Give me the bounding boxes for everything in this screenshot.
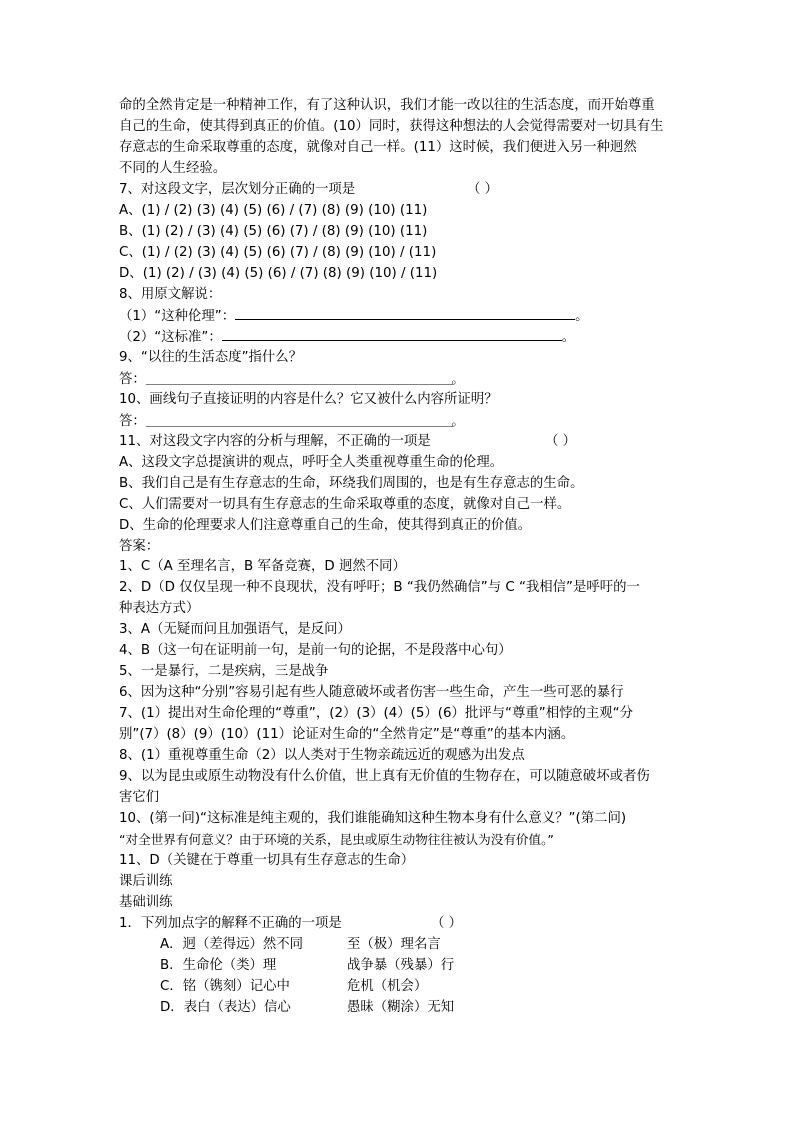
question-11-option-c: C、人们需要对一切具有生存意志的生命采取尊重的态度，就像对自己一样。: [119, 497, 571, 512]
question-10-stem: 10、画线句子直接证明的内容是什么？它又被什么内容所证明？: [119, 392, 498, 407]
section-subtitle: 基础训练: [119, 895, 173, 910]
answer-line: 4、B（这一句在证明前一句，是前一句的论据，不是段落中心句）: [119, 643, 512, 658]
question-8-stem: 8、用原文解说：: [119, 287, 222, 302]
answer-line: 6、因为这种“分别”容易引起有些人随意破坏或者伤害一些生命，产生一些可恶的暴行: [119, 685, 624, 700]
question-9-answer-line[interactable]: [119, 369, 462, 390]
question-7-answer-paren: （ ）: [467, 182, 499, 197]
answers-heading: 答案：: [119, 539, 160, 554]
training-question-1-paren: （ ）: [431, 916, 463, 931]
answer-label: 答：: [119, 414, 146, 429]
answer-line: 8、(1）重视尊重生命（2）以人类对于生物亲疏远近的观感为出发点: [119, 748, 525, 763]
question-11-option-b: B、我们自己是有生存意志的生命，环绕我们周围的，也是有生存意志的生命。: [119, 476, 584, 491]
question-7-stem: 7、对这段文字，层次划分正确的一项是: [119, 182, 356, 197]
question-11-option-a: A、这段文字总提演讲的观点，呼吁全人类重视尊重生命的伦理。: [119, 455, 504, 470]
answer-line: 9、以为昆虫或原生动物没有什么价值，世上真有无价值的生物存在，可以随意破坏或者伤: [119, 769, 650, 784]
answer-dashes: ＿＿＿＿＿＿＿＿＿＿＿＿＿＿＿＿＿＿＿＿＿＿＿＿＿＿＿＿＿＿。: [145, 413, 462, 428]
question-8-item-2: [119, 327, 575, 348]
answer-line: “对全世界有何意义？由于环境的关系，昆虫或原生动物往往被认为没有价值。”: [119, 832, 554, 847]
training-question-1-stem: 1．下列加点字的解释不正确的一项是: [119, 916, 342, 931]
option-right: 战争暴（残暴）行: [347, 958, 455, 973]
option-right: 愚昧（糊涂）无知: [347, 1000, 455, 1015]
training-option-c: [160, 977, 428, 997]
answer-line: 1、C（A 至理名言，B 军备竞赛，D 迥然不同）: [119, 559, 406, 574]
answer-line: 种表达方式）: [119, 601, 200, 616]
answer-line: 别”(7）(8）(9）(10）(11）论证对生命的“全然肯定”是“尊重”的基本内涵。: [119, 727, 575, 742]
question-8-item-1-label: （1）“这种伦理”：: [119, 309, 236, 324]
question-8-item-2-label: （2）“这标准”：: [119, 330, 222, 345]
question-11-answer-paren: （ ）: [545, 434, 577, 449]
answer-line: 7、(1）提出对生命伦理的“尊重”，(2）(3）(4）(5）(6）批评与“尊重”相悖的主观“分: [119, 706, 633, 721]
answer-line: 3、A（无疑而问且加强语气，是反问）: [119, 622, 351, 637]
passage-line: 不同的人生经验。: [119, 161, 227, 176]
option-left: C．铭（镌刻）记心中: [160, 979, 290, 994]
answer-dashes: ＿＿＿＿＿＿＿＿＿＿＿＿＿＿＿＿＿＿＿＿＿＿＿＿＿＿＿＿＿＿。: [145, 371, 462, 386]
answer-line: 10、(第一问)“这标准是纯主观的，我们谁能确知这种生物本身有什么意义？”(第二问): [119, 811, 627, 826]
sentence-end: 。: [561, 330, 576, 345]
question-11-option-d: D、生命的伦理要求人们注意尊重自己的生命，使其得到真正的价值。: [119, 518, 532, 533]
question-8-item-1: [119, 306, 589, 327]
sentence-end: 。: [575, 309, 589, 324]
passage-line: 自己的生命，使其得到真正的价值。(10）同时，获得这种想法的人会觉得需要对一切具有生: [119, 119, 664, 134]
answer-blank[interactable]: [222, 327, 562, 341]
training-option-a: [160, 935, 441, 955]
question-11-stem: 11、对这段文字内容的分析与理解，不正确的一项是: [119, 434, 431, 449]
answer-blank[interactable]: [235, 306, 575, 320]
question-7-option-b: B、(1) (2) / (3) (4) (5) (6) (7) / (8) (9) (10) (11): [119, 224, 428, 239]
answer-line: 5、一是暴行，二是疾病，三是战争: [119, 664, 329, 679]
question-9-stem: 9、“以往的生活态度”指什么？: [119, 350, 303, 365]
training-option-b: [160, 956, 455, 976]
option-right: 至（极）理名言: [347, 937, 441, 952]
answer-line: 11、D（关键在于尊重一切具有生存意志的生命）: [119, 853, 415, 868]
training-option-d: [160, 998, 455, 1018]
answer-line: 2、D（D 仅仅呈现一种不良现状，没有呼吁；B “我仍然确信”与 C “我相信”是呼吁的一: [119, 580, 640, 595]
answer-label: 答：: [119, 372, 146, 387]
question-10-answer-line[interactable]: [119, 411, 462, 432]
option-left: A．迥（差得远）然不同: [160, 937, 304, 952]
option-left: B．生命伦（类）理: [160, 958, 277, 973]
option-right: 危机（机会）: [347, 979, 428, 994]
answer-line: 害它们: [119, 790, 160, 805]
option-left: D．表白（表达）信心: [160, 1000, 291, 1015]
passage-line: 存意志的生命采取尊重的态度，就像对自己一样。(11）这时候，我们便进入另一种迥然: [119, 140, 637, 155]
question-7-option-a: A、(1) / (2) (3) (4) (5) (6) / (7) (8) (9) (10) (11): [119, 203, 428, 218]
question-7-option-c: C、(1) / (2) (3) (4) (5) (6) (7) / (8) (9) (10) / (11): [119, 245, 437, 260]
question-7-option-d: D、(1) (2) / (3) (4) (5) (6) / (7) (8) (9) (10) / (11): [119, 266, 438, 281]
passage-line: 命的全然肯定是一种精神工作，有了这种认识，我们才能一改以往的生活态度，而开始尊重: [119, 98, 655, 113]
section-title: 课后训练: [119, 874, 173, 889]
